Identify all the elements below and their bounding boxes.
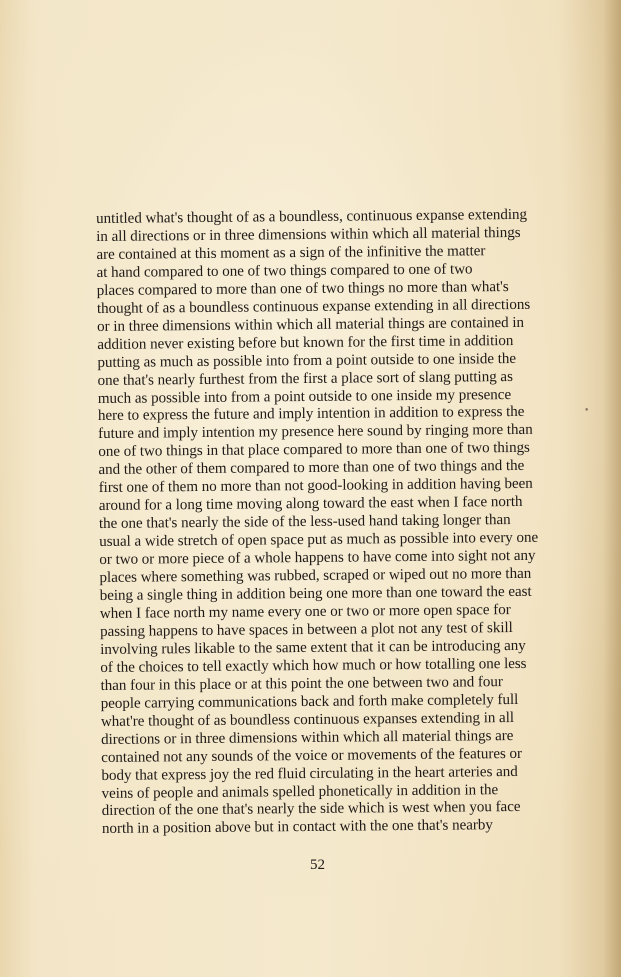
- text-line: places compared to more than one of two things no more than what's: [96, 278, 509, 299]
- text-line: in all directions or in three dimensions within which all material things: [96, 224, 521, 245]
- text-line: body that express joy the red fluid circulating in the heart arteries and: [101, 763, 518, 784]
- text-line: at hand compared to one of two things compared to one of two: [96, 261, 473, 281]
- text-line: the one that's nearly the side of the less-used hand taking longer than: [98, 512, 511, 533]
- stray-mark: •: [584, 406, 590, 416]
- text-line: than four in this place or at this point the one between two and four: [100, 673, 503, 694]
- text-line: of the choices to tell exactly which how much or how totalling one less: [100, 655, 527, 676]
- text-line: or in three dimensions within which all material things are contained in: [97, 314, 525, 335]
- text-line: veins of people and animals spelled phonetically in addition in the: [101, 781, 499, 802]
- text-line: first one of them no more than not good-looking in addition having been: [98, 476, 533, 497]
- poem-text-block: [96, 206, 572, 839]
- text-line: being a single thing in addition being one more than one toward the east: [99, 583, 532, 604]
- text-line: one that's nearly furthest from the first a place sort of slang putting as: [97, 368, 513, 389]
- text-line: direction of the one that's nearly the side which is west when you face: [101, 799, 521, 820]
- page-edge-shadow: [603, 0, 621, 977]
- text-line: future and imply intention my presence here sound by ringing more than: [98, 422, 533, 443]
- text-line: people carrying communications back and forth make completely full: [100, 691, 519, 712]
- text-line: putting as much as possible into from a point outside to one inside the: [97, 350, 517, 371]
- text-line: north in a position above but in contact with the one that's nearby: [101, 817, 493, 838]
- page-number: 52: [310, 857, 325, 873]
- text-line: or two or more piece of a whole happens to have come into sight not any: [99, 547, 536, 569]
- text-line: places where something was rubbed, scraped or wiped out no more than: [99, 565, 532, 587]
- text-line: are contained at this moment as a sign of the infinitive the matter: [96, 243, 486, 263]
- text-line: what're thought of as boundless continuous expanses extending in all: [100, 709, 515, 730]
- text-line: thought of as a boundless continuous expanse extending in all directions: [96, 296, 531, 317]
- text-line: addition never existing before but known for the first time in addition: [97, 332, 514, 353]
- text-line: untitled what's thought of as a boundless, continuous expanse extending: [96, 206, 528, 227]
- text-line: much as possible into from a point outside to one inside my presence: [97, 386, 512, 407]
- text-line: here to express the future and imply intention in addition to express the: [97, 404, 525, 425]
- text-line: when I face north my name every one or two or more open space for: [99, 602, 511, 622]
- text-line: contained not any sounds of the voice or movements of the features or: [101, 745, 523, 766]
- text-line: directions or in three dimensions within which all material things are: [100, 727, 514, 748]
- text-line: passing happens to have spaces in between a plot not any test of skill: [99, 619, 513, 640]
- text-line: usual a wide stretch of open space put as much as possible into every one: [99, 529, 539, 551]
- text-line: around for a long time moving along toward the east when I face north: [98, 494, 523, 515]
- text-line: and the other of them compared to more than one of two things and the: [98, 458, 525, 479]
- text-line: one of two things in that place compared to more than one of two things: [98, 440, 530, 461]
- text-line: involving rules likable to the same extent that it can be introducing any: [100, 637, 526, 658]
